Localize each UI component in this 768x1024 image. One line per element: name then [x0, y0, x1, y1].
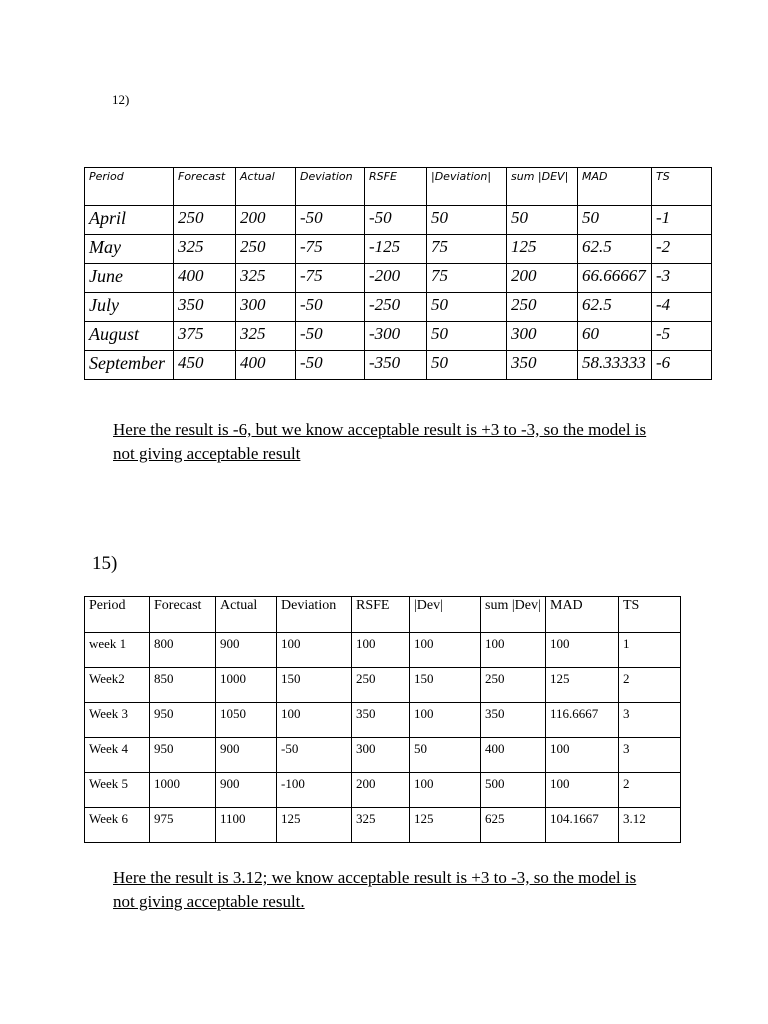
- table-cell: -3: [652, 264, 712, 293]
- table-cell: 400: [481, 738, 546, 773]
- table-cell: 50: [507, 206, 578, 235]
- table-cell: 100: [352, 633, 410, 668]
- table-header-row: [85, 168, 712, 206]
- table-cell: 100: [481, 633, 546, 668]
- header-cell: Actual: [216, 597, 277, 633]
- table-cell: -4: [652, 293, 712, 322]
- table-cell: 200: [236, 206, 296, 235]
- table-cell: 400: [236, 351, 296, 380]
- table-header-row: [85, 597, 681, 633]
- table-cell: 250: [352, 668, 410, 703]
- table-cell: 300: [507, 322, 578, 351]
- table-cell: 900: [216, 633, 277, 668]
- table-cell: 400: [174, 264, 236, 293]
- table-cell: Week 3: [85, 703, 150, 738]
- table-cell: 800: [150, 633, 216, 668]
- table-cell: 125: [410, 808, 481, 843]
- table-row: [85, 773, 681, 808]
- header-cell: RSFE: [352, 597, 410, 633]
- table-cell: -50: [296, 293, 365, 322]
- table-cell: 850: [150, 668, 216, 703]
- table-row: [85, 206, 712, 235]
- table-cell: -125: [365, 235, 427, 264]
- table-cell: -50: [365, 206, 427, 235]
- table-cell: 1000: [150, 773, 216, 808]
- header-cell: TS: [619, 597, 681, 633]
- header-cell: Actual: [236, 168, 296, 206]
- table-cell: April: [85, 206, 174, 235]
- header-cell: Deviation: [296, 168, 365, 206]
- conclusion-15-line-1: Here the result is 3.12; we know acceptable result is +3 to -3, so the model is: [113, 868, 637, 887]
- header-cell: Period: [85, 168, 174, 206]
- table-cell: 100: [277, 633, 352, 668]
- table-cell: 50: [410, 738, 481, 773]
- table-cell: 350: [481, 703, 546, 738]
- table-cell: 375: [174, 322, 236, 351]
- table-cell: -1: [652, 206, 712, 235]
- table-cell: 50: [427, 322, 507, 351]
- header-cell: TS: [652, 168, 712, 206]
- table-row: [85, 703, 681, 738]
- table-cell: 250: [236, 235, 296, 264]
- table-cell: -300: [365, 322, 427, 351]
- table-cell: 1000: [216, 668, 277, 703]
- table-cell: 2: [619, 668, 681, 703]
- table-cell: 62.5: [578, 235, 652, 264]
- header-cell: Forecast: [174, 168, 236, 206]
- table-row: [85, 293, 712, 322]
- header-cell: MAD: [578, 168, 652, 206]
- table-cell: August: [85, 322, 174, 351]
- table-cell: -200: [365, 264, 427, 293]
- table-cell: -75: [296, 235, 365, 264]
- table-row: [85, 351, 712, 380]
- table-cell: 100: [410, 633, 481, 668]
- table-cell: 250: [507, 293, 578, 322]
- table-cell: 104.1667: [546, 808, 619, 843]
- conclusion-12: [113, 418, 693, 466]
- table-cell: 116.6667: [546, 703, 619, 738]
- table-cell: 200: [352, 773, 410, 808]
- table-cell: week 1: [85, 633, 150, 668]
- table-cell: June: [85, 264, 174, 293]
- table-cell: -50: [296, 322, 365, 351]
- table-cell: 125: [277, 808, 352, 843]
- tracking-signal-table-15: [84, 596, 681, 843]
- table-cell: -75: [296, 264, 365, 293]
- table-cell: 350: [507, 351, 578, 380]
- table-cell: -100: [277, 773, 352, 808]
- header-cell: sum |Dev|: [481, 597, 546, 633]
- table-cell: 100: [546, 738, 619, 773]
- table-cell: September: [85, 351, 174, 380]
- table-cell: 1: [619, 633, 681, 668]
- table-cell: 900: [216, 738, 277, 773]
- table-cell: 3.12: [619, 808, 681, 843]
- table-cell: 975: [150, 808, 216, 843]
- table-cell: 125: [507, 235, 578, 264]
- table-cell: -2: [652, 235, 712, 264]
- header-cell: |Dev|: [410, 597, 481, 633]
- table-cell: 50: [427, 351, 507, 380]
- conclusion-15: [113, 866, 693, 914]
- table-cell: 125: [546, 668, 619, 703]
- header-cell: Period: [85, 597, 150, 633]
- table-cell: 150: [410, 668, 481, 703]
- table-cell: Week2: [85, 668, 150, 703]
- table-row: [85, 322, 712, 351]
- table-cell: 1100: [216, 808, 277, 843]
- table-cell: 75: [427, 235, 507, 264]
- table-row: [85, 738, 681, 773]
- table-cell: 300: [352, 738, 410, 773]
- table-cell: 58.33333: [578, 351, 652, 380]
- table-cell: 250: [174, 206, 236, 235]
- header-cell: |Deviation|: [427, 168, 507, 206]
- table-cell: 100: [546, 773, 619, 808]
- header-cell: sum |DEV|: [507, 168, 578, 206]
- table-cell: 3: [619, 703, 681, 738]
- table-cell: 75: [427, 264, 507, 293]
- table-cell: 325: [236, 264, 296, 293]
- table-cell: 150: [277, 668, 352, 703]
- question-15-label: 15): [92, 553, 118, 574]
- table-cell: -350: [365, 351, 427, 380]
- table-row: [85, 264, 712, 293]
- table-cell: 300: [236, 293, 296, 322]
- conclusion-12-line-2: not giving acceptable result: [113, 444, 301, 463]
- table-cell: -6: [652, 351, 712, 380]
- table-cell: -50: [277, 738, 352, 773]
- table-cell: 350: [174, 293, 236, 322]
- table-cell: 100: [546, 633, 619, 668]
- table-cell: 350: [352, 703, 410, 738]
- table-cell: May: [85, 235, 174, 264]
- table-cell: 950: [150, 738, 216, 773]
- table-cell: Week 6: [85, 808, 150, 843]
- table-cell: 100: [277, 703, 352, 738]
- table-row: [85, 808, 681, 843]
- table-cell: 100: [410, 703, 481, 738]
- tracking-signal-table-12: [84, 167, 712, 380]
- table-cell: 450: [174, 351, 236, 380]
- table-cell: 900: [216, 773, 277, 808]
- header-cell: MAD: [546, 597, 619, 633]
- table-cell: -50: [296, 351, 365, 380]
- table-row: [85, 668, 681, 703]
- table-cell: 62.5: [578, 293, 652, 322]
- table-cell: 200: [507, 264, 578, 293]
- conclusion-12-line-1: Here the result is -6, but we know acceptable result is +3 to -3, so the model is: [113, 420, 647, 439]
- header-cell: Forecast: [150, 597, 216, 633]
- table-cell: 1050: [216, 703, 277, 738]
- table-cell: 250: [481, 668, 546, 703]
- table-cell: -5: [652, 322, 712, 351]
- table-row: [85, 633, 681, 668]
- table-cell: July: [85, 293, 174, 322]
- table-cell: 325: [236, 322, 296, 351]
- table-cell: 50: [427, 293, 507, 322]
- table-cell: 500: [481, 773, 546, 808]
- table-cell: -250: [365, 293, 427, 322]
- table-cell: Week 4: [85, 738, 150, 773]
- question-12-label: 12): [112, 92, 130, 107]
- table-cell: 325: [352, 808, 410, 843]
- header-cell: Deviation: [277, 597, 352, 633]
- table-cell: 625: [481, 808, 546, 843]
- table-cell: -50: [296, 206, 365, 235]
- table-cell: 60: [578, 322, 652, 351]
- table-cell: 50: [578, 206, 652, 235]
- table-cell: 66.66667: [578, 264, 652, 293]
- table-cell: 2: [619, 773, 681, 808]
- table-cell: Week 5: [85, 773, 150, 808]
- conclusion-15-line-2: not giving acceptable result.: [113, 892, 305, 911]
- table-cell: 50: [427, 206, 507, 235]
- table-cell: 3: [619, 738, 681, 773]
- table-row: [85, 235, 712, 264]
- table-cell: 950: [150, 703, 216, 738]
- table-cell: 325: [174, 235, 236, 264]
- header-cell: RSFE: [365, 168, 427, 206]
- table-cell: 100: [410, 773, 481, 808]
